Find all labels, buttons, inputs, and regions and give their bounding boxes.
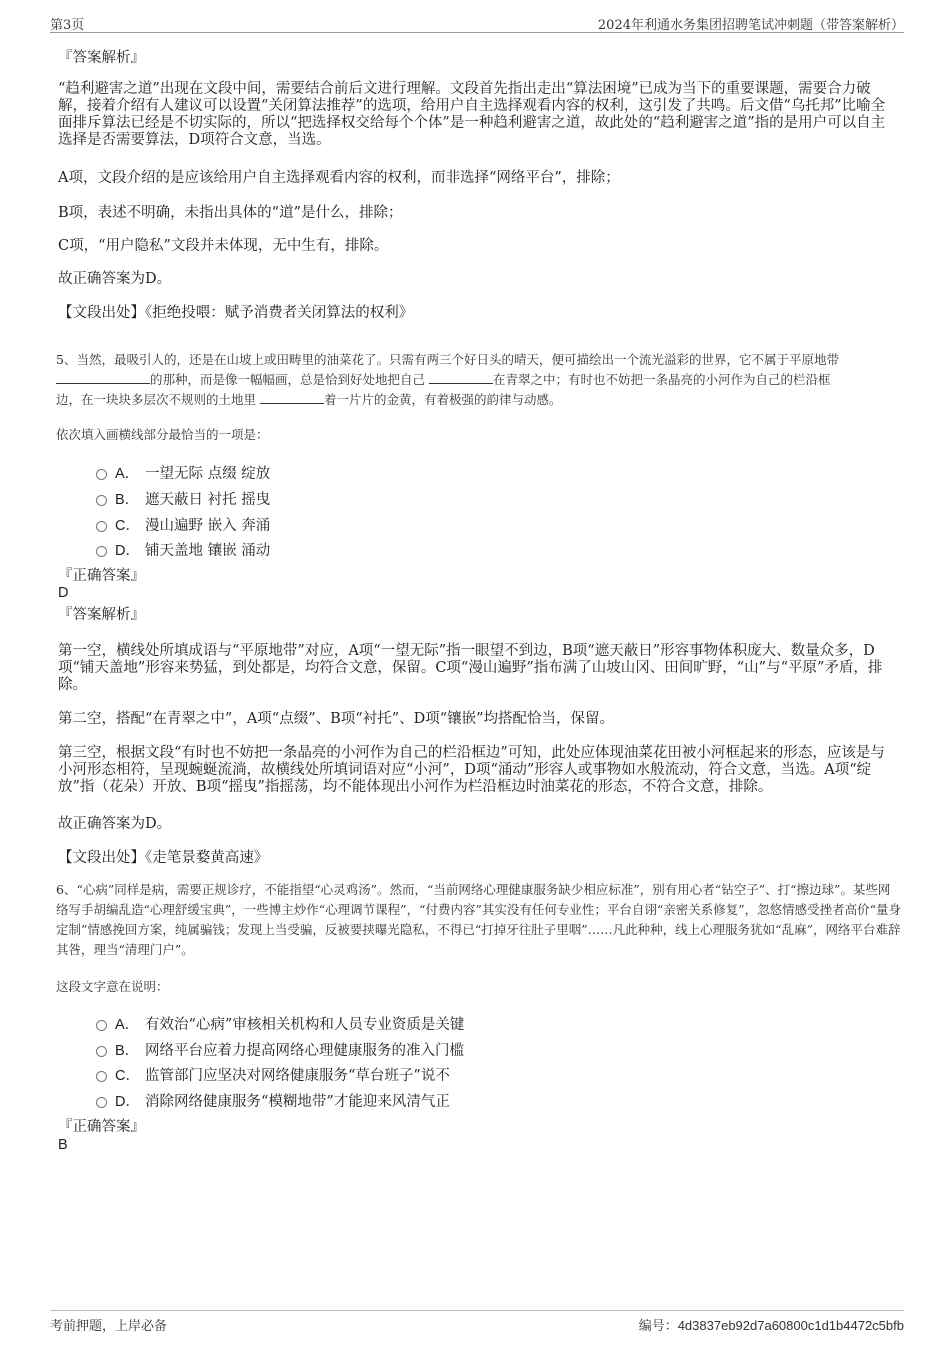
q5-option-d[interactable]: D． 铺天盖地 镶嵌 涌动	[96, 539, 270, 560]
q5-analysis-label: 『答案解析』	[58, 607, 145, 623]
q4-conclusion: 故正确答案为D。	[58, 271, 172, 287]
q5-conclusion: 故正确答案为D。	[58, 816, 172, 832]
q6-stem: 6、“心病”同样是病，需要正规诊疗，不能指望“心灵鸡汤”。然而，“当前网络心理健康服务缺少相应标准”，别有用心者“钻空子”、打“擦边球”。某些网络写手胡编乱造“心理舒缓宝典”，一些博主炒作“心理调节课程”，“付费内容”其实没有任何专业性；平台自诩“亲密关系修复”，忽悠情感受挫者高价“量身定制”情感挽回方案，纯属骗钱；发现上当受骗，反被要挟曝光隐私，不得已“打掉牙往肚子里咽”……凡此种种，线上心理服务犹如“乱麻”，网络平台难辞其咎，理当“清理门户”。	[56, 882, 902, 957]
q4-analysis-paragraph: “趋利避害之道”出现在文段中间，需要结合前后文进行理解。文段首先指出走出“算法困境”已成为当下的重要课题，需要合力破解，接着介绍有人建议可以设置“关闭算法推荐”的选项，给用户自主选择观看内容的权利，这引发了共鸣。后文借“乌托邦”比喻全面排斥算法已经是不切实际的，所以“把选择权交给每个个体”是一种趋利避害之道，故此处的“趋利避害之道”指的是用户可以自主选择是否需要算法，D项符合文意，当选。	[58, 81, 886, 148]
radio-icon[interactable]	[96, 1046, 107, 1057]
blank-1	[56, 370, 150, 384]
q5-option-c[interactable]: C． 漫山遍野 嵌入 奔涌	[96, 514, 270, 535]
radio-icon[interactable]	[96, 1020, 107, 1031]
q5-option-b[interactable]: B． 遮天蔽日 衬托 摇曳	[96, 488, 270, 509]
q5-analysis-para-1: 第一空，横线处所填成语与“平原地带”对应，A项“一望无际”指一眼望不到边，B项“遮天蔽日”形容事物体积庞大、数量众多，D项“铺天盖地”形容来势猛，到处都是，均符合文意，保留。C项“漫山遍野”指布满了山坡山冈、田间旷野，“山”与“平原”矛盾，排除。	[58, 643, 883, 693]
document-id: 编号：4d3837eb92d7a60800c1d1b4472c5bfb	[638, 1318, 904, 1333]
q6-prompt: 这段文字意在说明：	[56, 979, 169, 994]
q6-option-a[interactable]: A． 有效治“心病”审核相关机构和人员专业资质是关键	[96, 1013, 464, 1034]
q6-answer-label: 『正确答案』	[58, 1119, 145, 1135]
q6-answer: B	[58, 1137, 68, 1153]
q6-option-d[interactable]: D． 消除网络健康服务“模糊地带”才能迎来风清气正	[96, 1090, 450, 1111]
q4-item-c: C项，“用户隐私”文段并未体现，无中生有，排除。	[58, 238, 389, 254]
q6-option-b[interactable]: B． 网络平台应着力提高网络心理健康服务的准入门槛	[96, 1039, 464, 1060]
blank-3	[260, 390, 324, 404]
radio-icon[interactable]	[96, 546, 107, 557]
q4-analysis-label: 『答案解析』	[58, 50, 145, 66]
blank-2	[429, 370, 493, 384]
radio-icon[interactable]	[96, 1071, 107, 1082]
q5-option-a[interactable]: A． 一望无际 点缀 绽放	[96, 462, 270, 483]
q4-item-b: B项，表述不明确，未指出具体的“道”是什么，排除；	[58, 205, 403, 221]
q5-analysis-para-3: 第三空，根据文段“有时也不妨把一条晶亮的小河作为自己的栏沿框边”可知，此处应体现油菜花田被小河框起来的形态，应该是与小河形态相符，呈现蜿蜒流淌，故横线处所填词语对应“小河”，D项“涌动”形容人或事物如水般流动，符合文意，当选。A项“绽放”指（花朵）开放、B项“摇曳”指摇荡，均不能体现出小河作为栏沿框边时油菜花的形态，不符合文意，排除。	[58, 745, 885, 795]
q5-analysis-para-2: 第二空，搭配“在青翠之中”，A项“点缀”、B项“衬托”、D项“镶嵌”均搭配恰当，保留。	[58, 711, 615, 727]
radio-icon[interactable]	[96, 469, 107, 480]
radio-icon[interactable]	[96, 495, 107, 506]
q5-source: 【文段出处】《走笔景婺黄高速》	[58, 850, 269, 866]
radio-icon[interactable]	[96, 521, 107, 532]
page-number: 第3页	[50, 18, 85, 33]
q6-option-c[interactable]: C． 监管部门应坚决对网络健康服务“草台班子”说不	[96, 1064, 450, 1085]
page-footer	[50, 1310, 904, 1334]
q5-stem: 5、当然，最吸引人的，还是在山坡上或田畴里的油菜花了。只需有两三个好日头的晴天，便可描绘出一个流光溢彩的世界，它不属于平原地带 的那种，而是像一幅幅画，总是恰到好处地把自己 在青翠之中；有时也不妨把一条晶亮的小河作为自己的栏沿框 边，在一块块多层次不规则的土地里 着一片片的金黄，有着极强的韵律与动感。	[56, 352, 839, 407]
footer-slogan: 考前押题，上岸必备	[50, 1319, 168, 1334]
q4-item-a: A项，文段介绍的是应该给用户自主选择观看内容的权利，而非选择“网络平台”，排除；	[58, 170, 620, 186]
q5-answer-label: 『正确答案』	[58, 568, 145, 584]
page-header	[50, 12, 904, 33]
q4-source: 【文段出处】《拒绝投喂：赋予消费者关闭算法的权利》	[58, 305, 414, 321]
document-title: 2024年利通水务集团招聘笔试冲刺题（带答案解析）	[597, 18, 904, 33]
q5-answer: D	[58, 585, 69, 601]
q5-prompt: 依次填入画横线部分最恰当的一项是：	[56, 427, 269, 442]
radio-icon[interactable]	[96, 1097, 107, 1108]
